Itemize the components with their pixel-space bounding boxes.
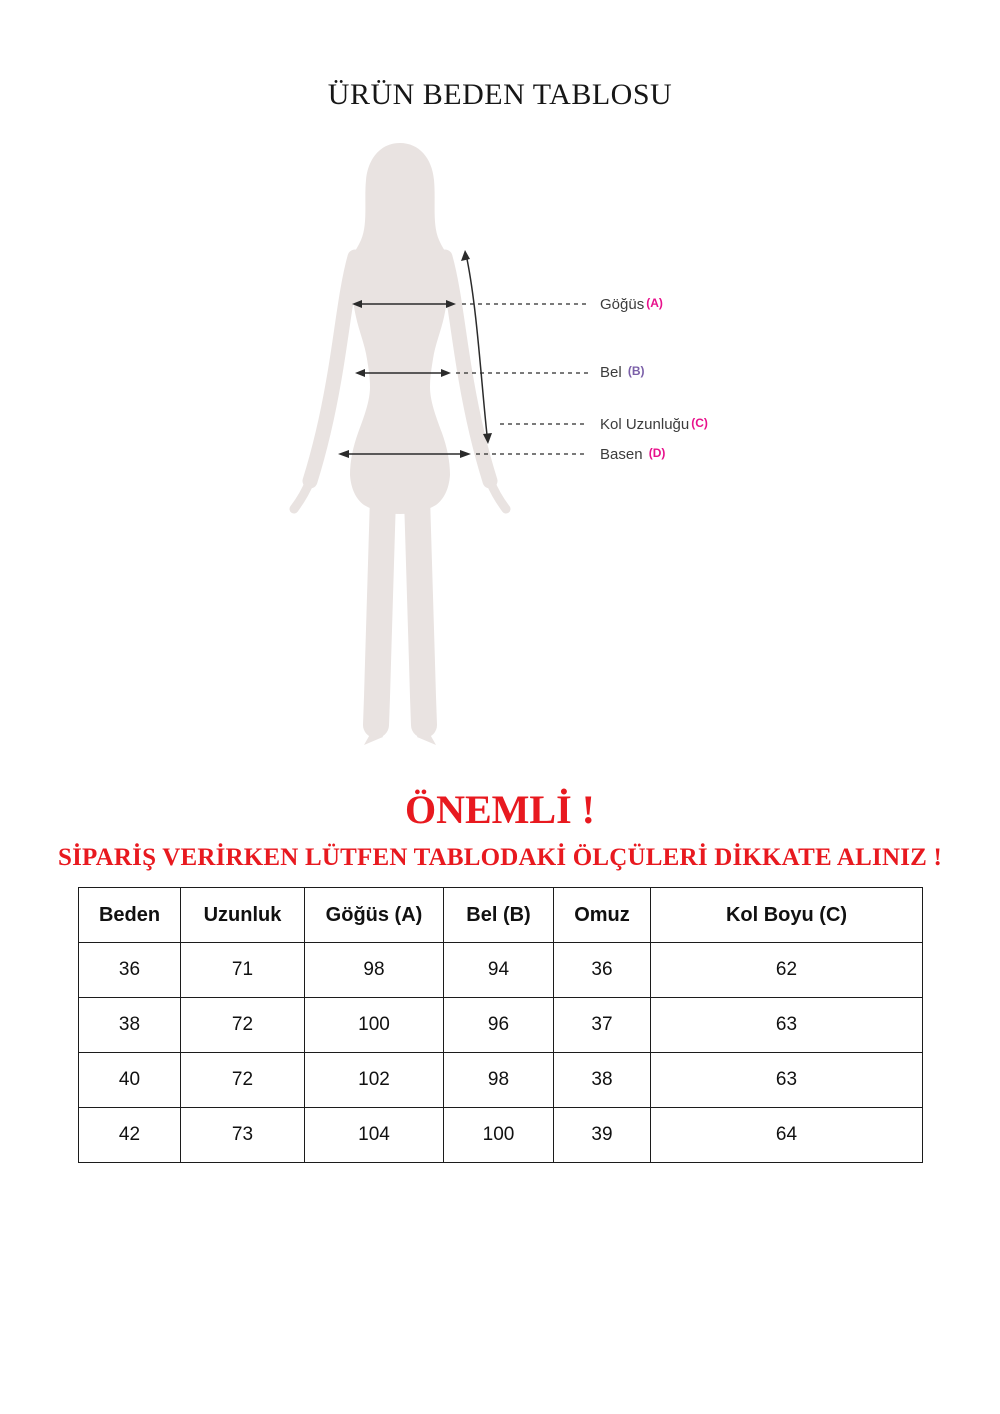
measurement-label-basen — [600, 446, 665, 464]
table-cell: 96 — [444, 998, 554, 1053]
table-cell: 102 — [305, 1053, 444, 1108]
table-cell: 40 — [79, 1053, 181, 1108]
table-cell: 42 — [79, 1108, 181, 1163]
table-cell: 73 — [181, 1108, 305, 1163]
table-cell: 38 — [79, 998, 181, 1053]
table-cell: 72 — [181, 1053, 305, 1108]
table-cell: 71 — [181, 943, 305, 998]
column-header: Kol Boyu (C) — [651, 888, 923, 943]
table-cell: 98 — [444, 1053, 554, 1108]
body-silhouette — [294, 143, 506, 745]
measurement-label-gogus — [600, 296, 663, 314]
table-row — [79, 1053, 923, 1108]
table-cell: 94 — [444, 943, 554, 998]
table-cell: 64 — [651, 1108, 923, 1163]
table-cell: 98 — [305, 943, 444, 998]
table-cell: 62 — [651, 943, 923, 998]
column-header: Uzunluk — [181, 888, 305, 943]
measurement-code: (A) — [646, 296, 663, 310]
table-row — [79, 998, 923, 1053]
column-header: Bel (B) — [444, 888, 554, 943]
measurement-code: (C) — [691, 416, 708, 430]
column-header: Göğüs (A) — [305, 888, 444, 943]
measurement-name: Göğüs — [600, 296, 645, 313]
table-cell: 36 — [79, 943, 181, 998]
table-cell: 100 — [444, 1108, 554, 1163]
table-cell: 63 — [651, 998, 923, 1053]
measurement-label-kol-uzunlugu — [600, 416, 708, 434]
table-cell: 39 — [554, 1108, 651, 1163]
measurement-name: Kol Uzunluğu — [600, 416, 690, 433]
table-header-row — [79, 888, 923, 943]
table-cell: 100 — [305, 998, 444, 1053]
table-cell: 104 — [305, 1108, 444, 1163]
measurement-name: Bel — [600, 364, 622, 381]
measurement-name: Basen — [600, 446, 643, 463]
measurement-code: (D) — [648, 446, 666, 460]
table-cell: 37 — [554, 998, 651, 1053]
table-row — [79, 1108, 923, 1163]
table-cell: 72 — [181, 998, 305, 1053]
column-header: Beden — [79, 888, 181, 943]
table-cell: 38 — [554, 1053, 651, 1108]
table-cell: 36 — [554, 943, 651, 998]
column-header: Omuz — [554, 888, 651, 943]
measurement-code: (B) — [627, 364, 645, 378]
page-title: ÜRÜN BEDEN TABLOSU — [327, 78, 673, 111]
warning-text: SİPARİŞ VERİRKEN LÜTFEN TABLODAKİ ÖLÇÜLERİ DİKKATE ALINIZ ! — [58, 844, 942, 871]
important-heading: ÖNEMLİ ! — [405, 787, 595, 832]
table-cell: 63 — [651, 1053, 923, 1108]
size-table — [78, 887, 923, 1163]
table-row — [79, 943, 923, 998]
measurement-label-bel — [600, 364, 645, 382]
